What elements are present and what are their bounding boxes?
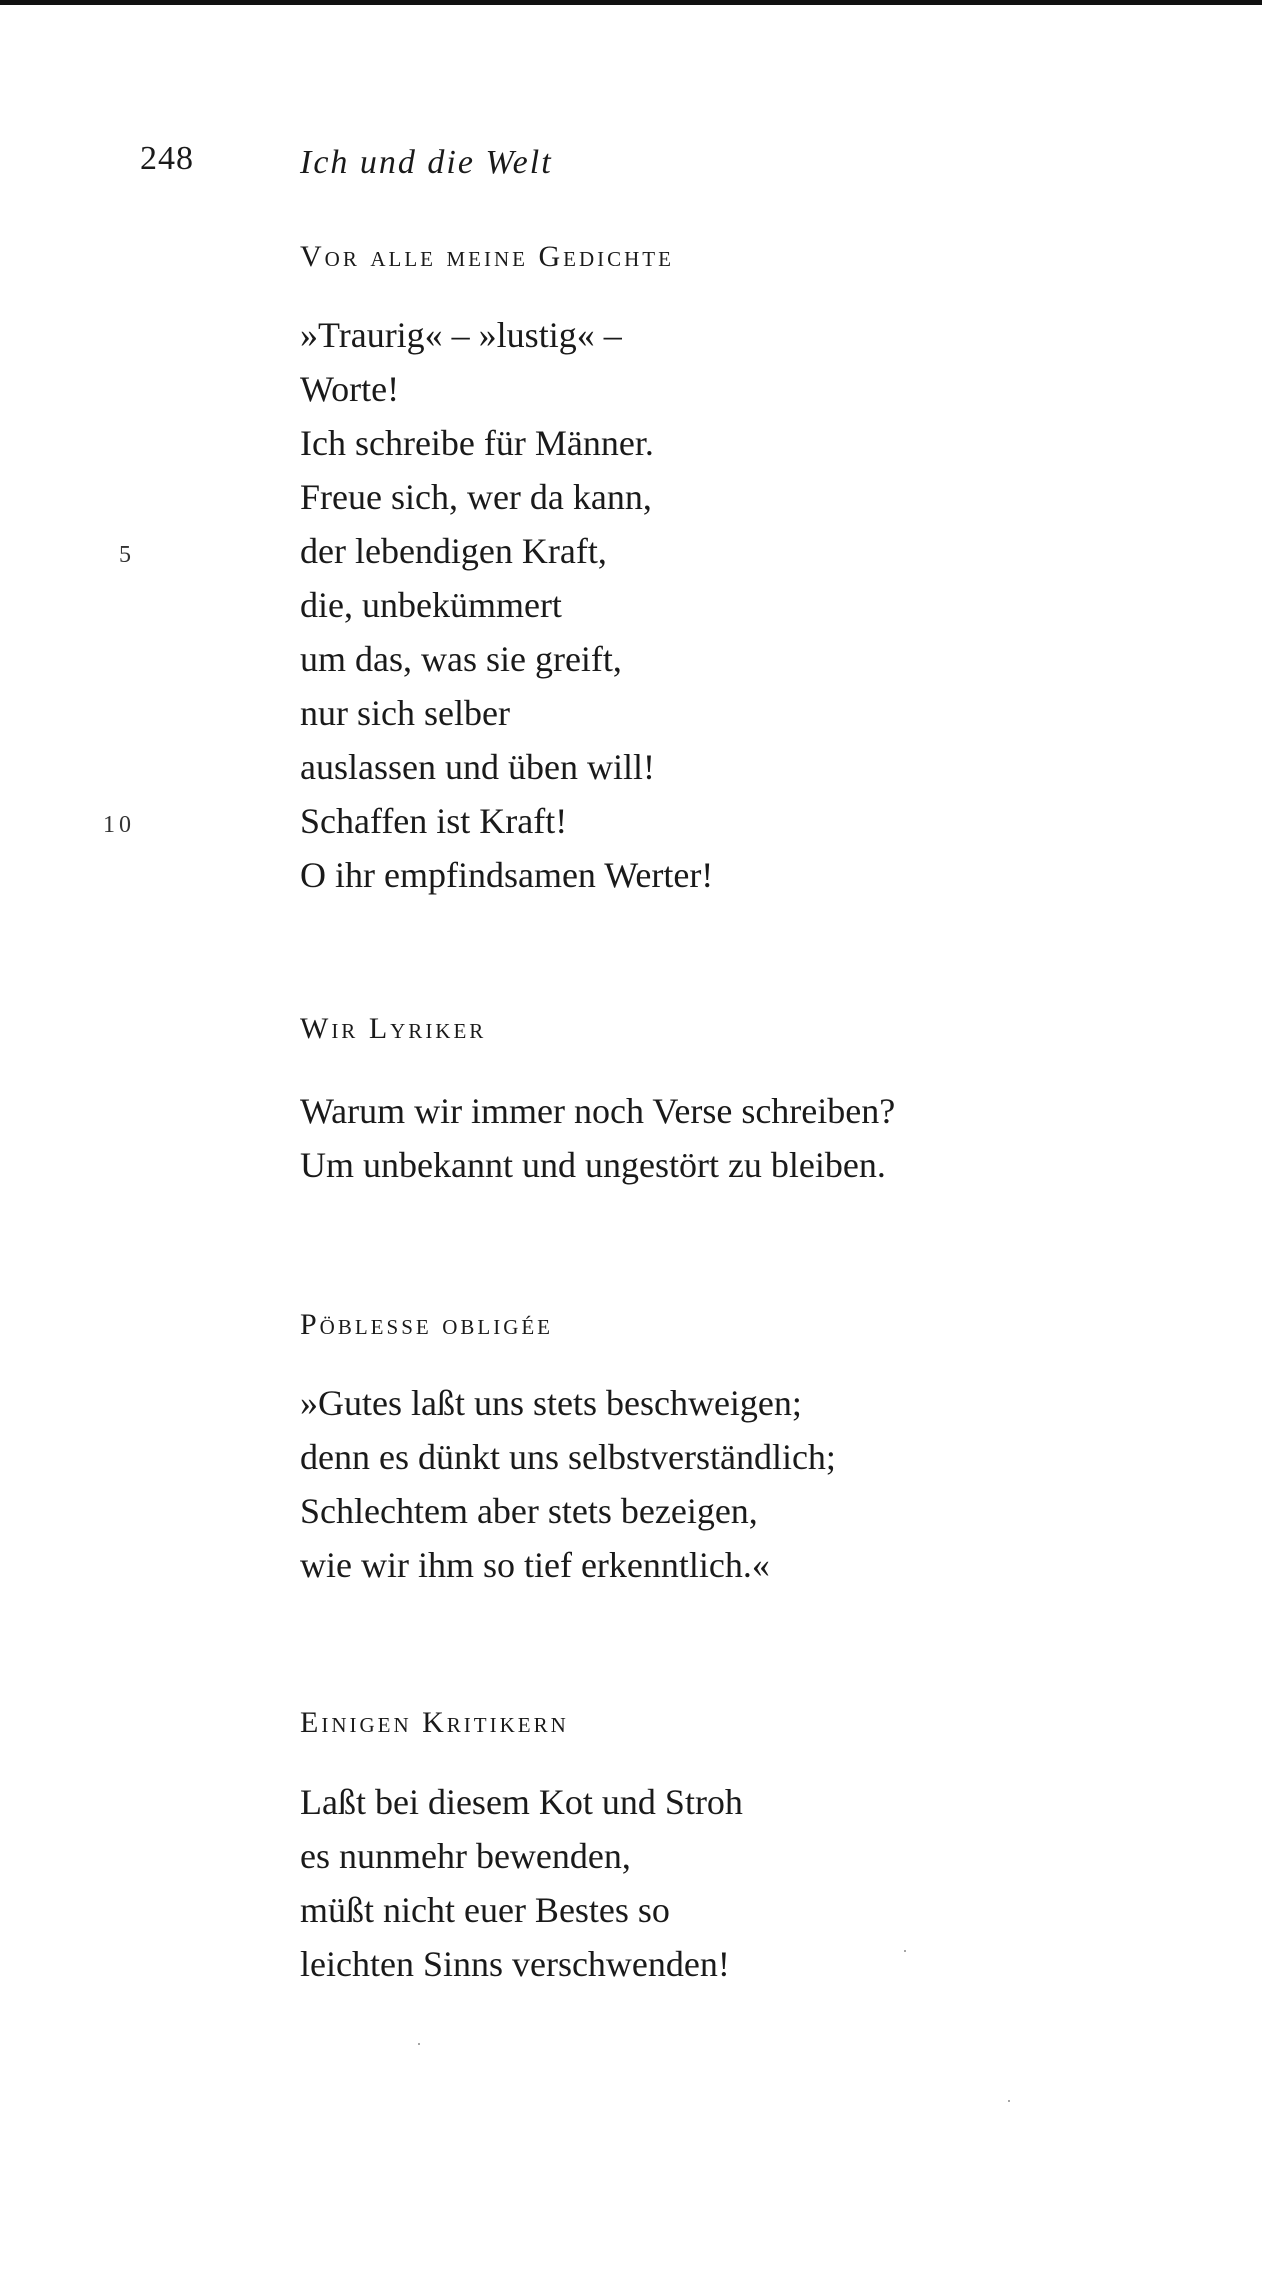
line-text: Schaffen ist Kraft!: [300, 801, 568, 841]
scan-speck: [418, 2043, 420, 2045]
line-text: leichten Sinns verschwenden!: [300, 1944, 730, 1984]
line-text: es nunmehr bewenden,: [300, 1836, 631, 1876]
scan-speck: [1008, 2100, 1010, 2102]
poem-body: [300, 1084, 895, 1192]
poem-line: [300, 1484, 836, 1538]
poem-line: [103, 794, 713, 848]
poem-line: [119, 524, 713, 578]
poem-line: [300, 470, 713, 524]
poem-line: [300, 848, 713, 902]
poem-line: [300, 308, 713, 362]
poem-title: Einigen Kritikern: [300, 1706, 569, 1739]
line-text: »Gutes laßt uns stets beschweigen;: [300, 1383, 802, 1423]
poem-line: [300, 362, 713, 416]
poem-line: [300, 1937, 743, 1991]
top-edge-rule: [0, 0, 1262, 5]
line-text: Um unbekannt und ungestört zu bleiben.: [300, 1145, 886, 1185]
poem-title: Pöblesse obligée: [300, 1308, 554, 1341]
poem-title: Wir Lyriker: [300, 1012, 487, 1045]
poem-line: [300, 740, 713, 794]
line-text: Freue sich, wer da kann,: [300, 477, 652, 517]
poem-line: [300, 1775, 743, 1829]
line-number: 10: [103, 812, 135, 838]
line-text: auslassen und üben will!: [300, 747, 655, 787]
poem-line: [300, 1538, 836, 1592]
running-head: [0, 140, 1262, 190]
poem-line: [300, 1084, 895, 1138]
line-text: Ich schreibe für Männer.: [300, 423, 654, 463]
poem-line: [300, 578, 713, 632]
page-number: 248: [140, 140, 194, 177]
line-text: Warum wir immer noch Verse schreiben?: [300, 1091, 896, 1131]
line-text: der lebendigen Kraft,: [300, 531, 607, 571]
poem-body: [103, 308, 714, 902]
line-text: um das, was sie greift,: [300, 639, 622, 679]
poem-body: [300, 1376, 836, 1592]
poem-title: Vor alle meine Gedichte: [300, 240, 674, 273]
poem-line: [300, 1829, 743, 1883]
line-number: 5: [119, 542, 135, 568]
line-text: »Traurig« – »lustig« –: [300, 315, 622, 355]
poem-line: [300, 416, 713, 470]
line-text: Laßt bei diesem Kot und Stroh: [300, 1782, 743, 1822]
line-text: Worte!: [300, 369, 400, 409]
poem-line: [300, 1138, 895, 1192]
line-text: denn es dünkt uns selbstverständlich;: [300, 1437, 836, 1477]
line-text: die, unbekümmert: [300, 585, 562, 625]
scan-speck: [904, 1950, 906, 1952]
running-title: Ich und die Welt: [300, 144, 553, 181]
poem-line: [300, 686, 713, 740]
poem-body: [300, 1775, 743, 1991]
line-text: müßt nicht euer Bestes so: [300, 1890, 670, 1930]
line-text: wie wir ihm so tief erkenntlich.«: [300, 1545, 770, 1585]
poem-line: [300, 632, 713, 686]
poem-line: [300, 1376, 836, 1430]
poem-line: [300, 1430, 836, 1484]
line-text: nur sich selber: [300, 693, 510, 733]
line-text: Schlechtem aber stets bezeigen,: [300, 1491, 758, 1531]
line-text: O ihr empfindsamen Werter!: [300, 855, 714, 895]
poem-line: [300, 1883, 743, 1937]
